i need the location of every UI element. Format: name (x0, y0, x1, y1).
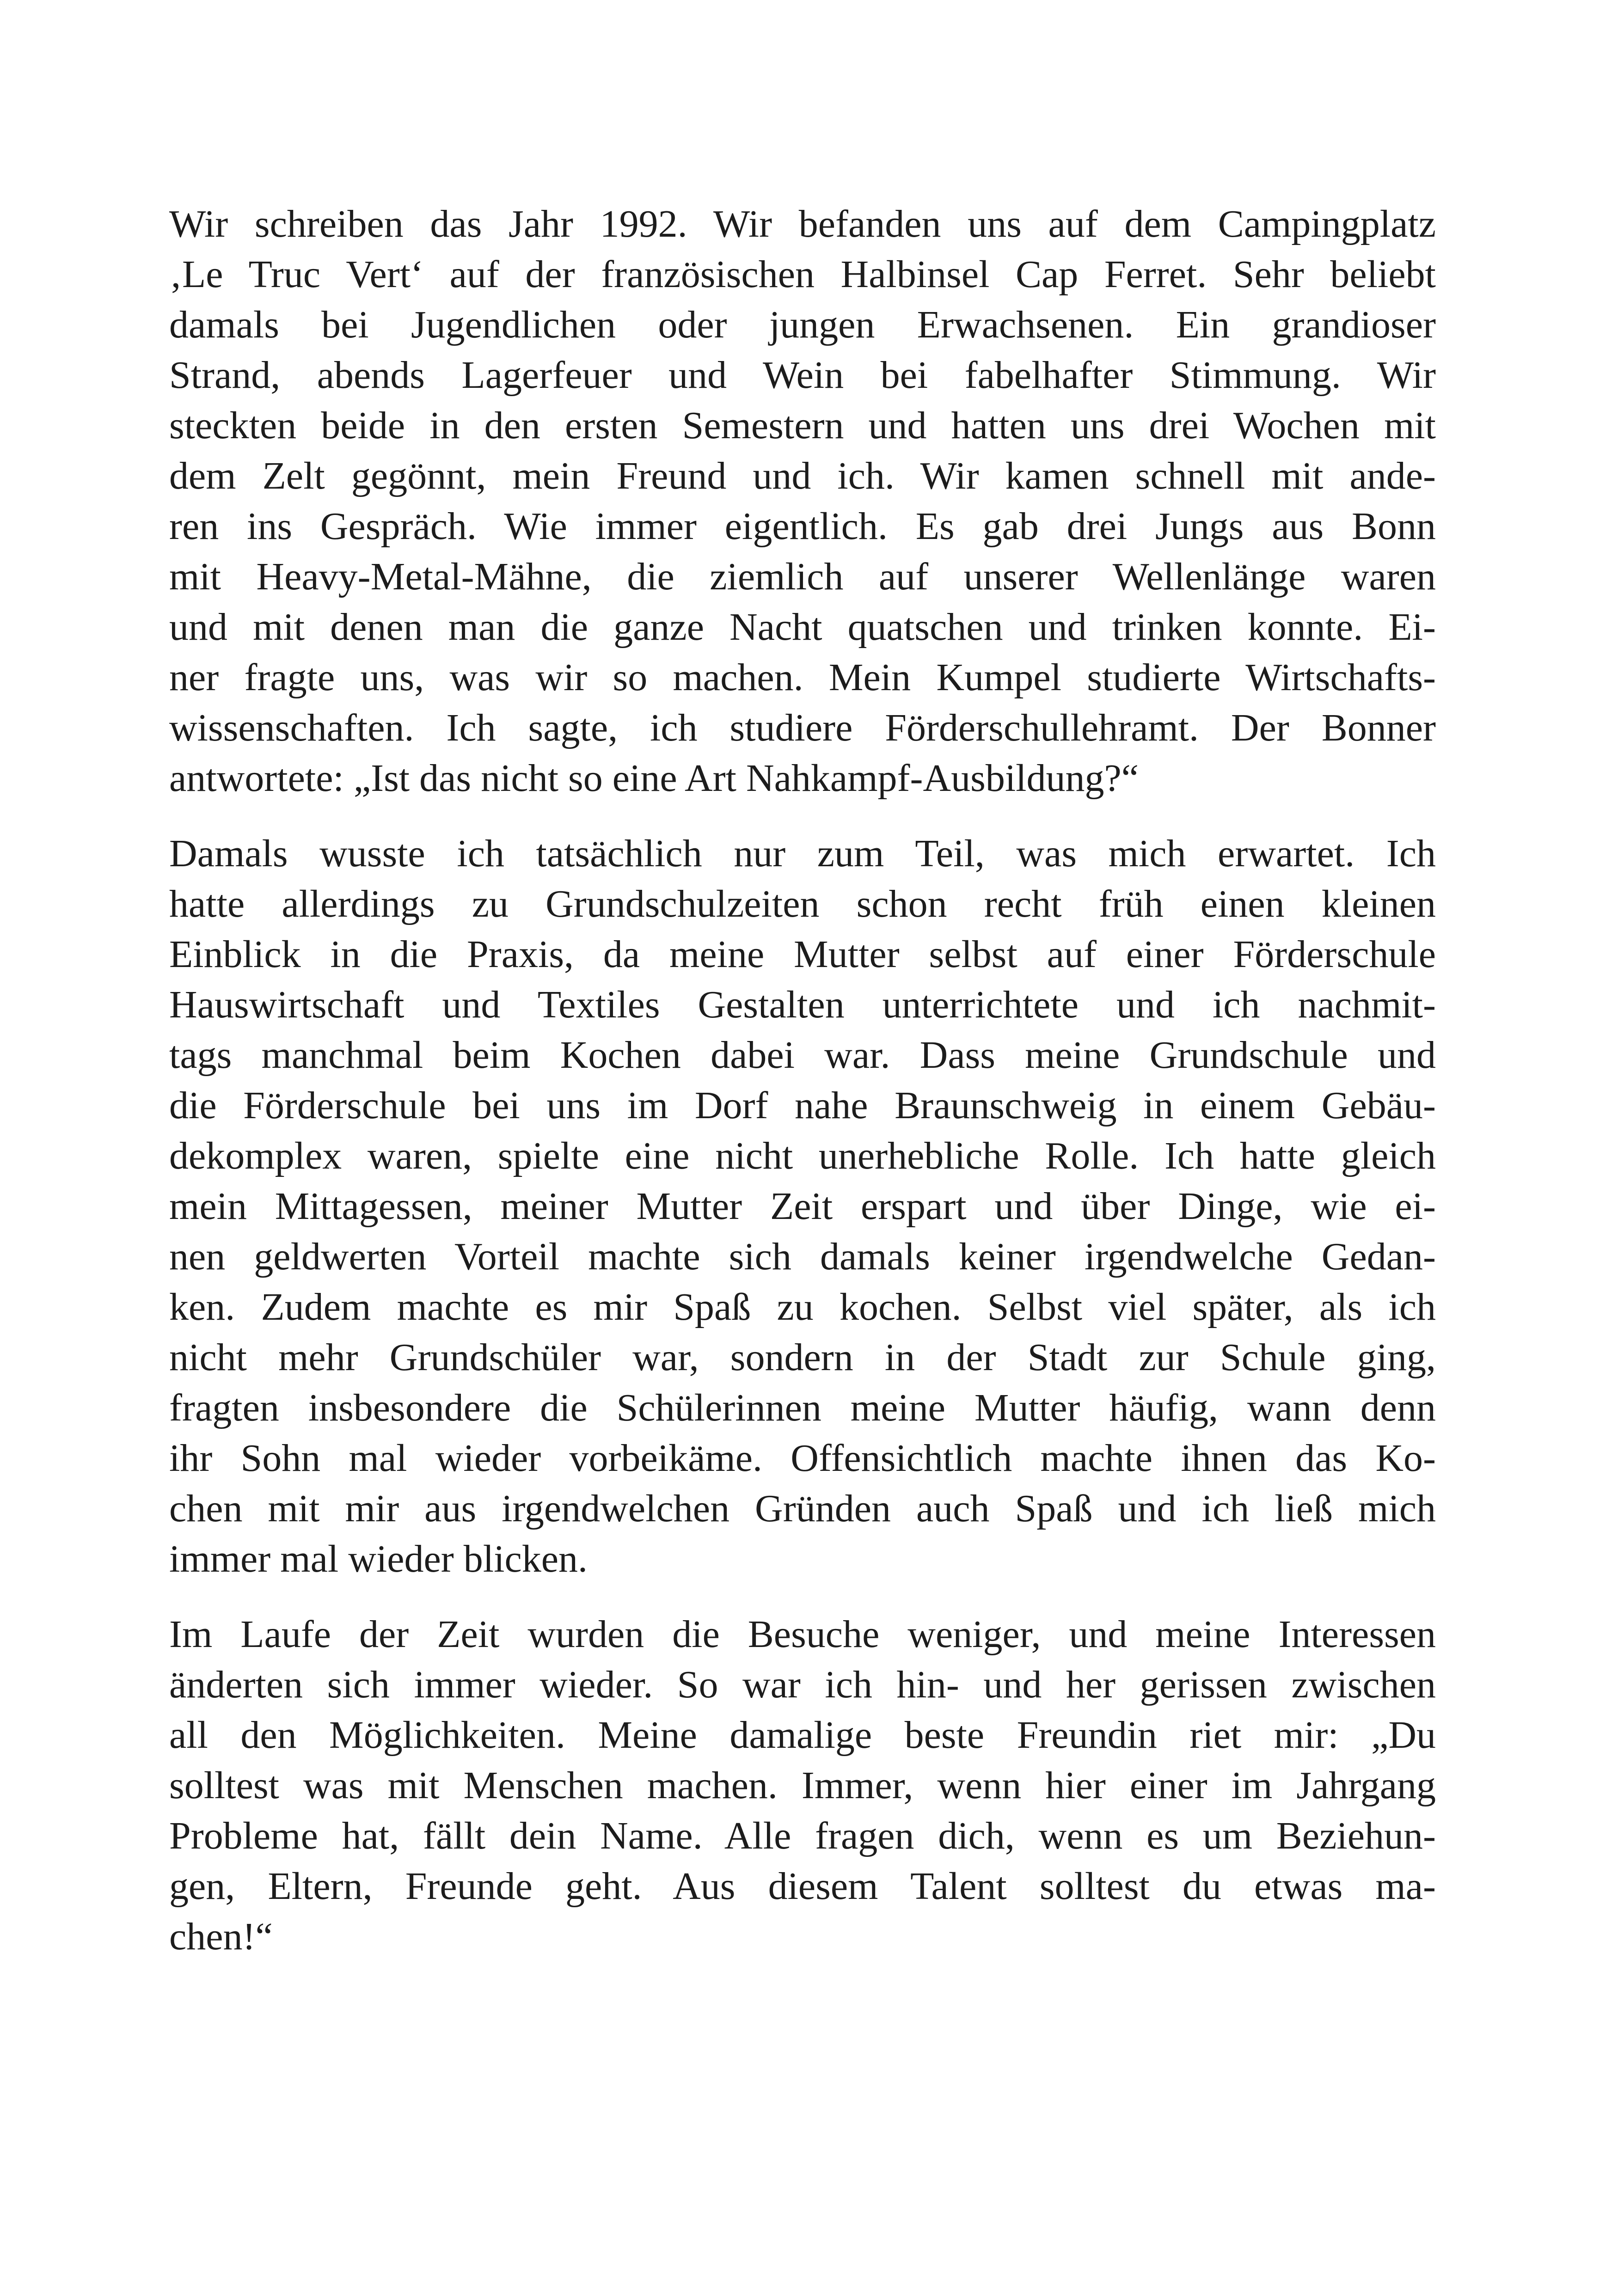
text-line: Hauswirtschaft und Textiles Gestalten unterrichtete und ich nachmit- (169, 983, 1436, 1026)
text-line: nicht mehr Grundschüler war, sondern in der Stadt zur Schule ging, (169, 1336, 1436, 1379)
text-line: chen!“ (169, 1915, 273, 1958)
text-line: dem Zelt gegönnt, mein Freund und ich. Wir kamen schnell mit ande- (169, 454, 1436, 497)
text-line: solltest was mit Menschen machen. Immer, wenn hier einer im Jahrgang (169, 1764, 1436, 1807)
paragraph-3 (169, 1609, 1436, 1962)
text-line: all den Möglichkeiten. Meine damalige beste Freundin riet mir: „Du (169, 1714, 1436, 1757)
text-line: ken. Zudem machte es mir Spaß zu kochen. Selbst viel später, als ich (169, 1286, 1436, 1329)
text-line: ihr Sohn mal wieder vorbeikäme. Offensichtlich machte ihnen das Ko- (169, 1437, 1436, 1480)
text-line: Einblick in die Praxis, da meine Mutter selbst auf einer Förderschule (169, 933, 1436, 976)
text-line: fragten insbesondere die Schülerinnen meine Mutter häufig, wann denn (169, 1386, 1436, 1429)
text-line: immer mal wieder blicken. (169, 1537, 588, 1580)
paragraph-1 (169, 199, 1436, 803)
text-line: damals bei Jugendlichen oder jungen Erwachsenen. Ein grandioser (169, 303, 1436, 346)
text-line: Im Laufe der Zeit wurden die Besuche weniger, und meine Interessen (169, 1613, 1436, 1656)
text-line: wissenschaften. Ich sagte, ich studiere Förderschullehramt. Der Bonner (169, 706, 1436, 749)
text-line: steckten beide in den ersten Semestern und hatten uns drei Wochen mit (169, 404, 1436, 447)
text-line: Strand, abends Lagerfeuer und Wein bei fabelhafter Stimmung. Wir (169, 354, 1436, 397)
text-line: und mit denen man die ganze Nacht quatschen und trinken konnte. Ei- (169, 606, 1436, 649)
text-line: tags manchmal beim Kochen dabei war. Dass meine Grundschule und (169, 1034, 1436, 1077)
text-line: Probleme hat, fällt dein Name. Alle fragen dich, wenn es um Beziehun- (169, 1814, 1436, 1857)
text-line: chen mit mir aus irgendwelchen Gründen auch Spaß und ich ließ mich (169, 1487, 1436, 1530)
text-line: dekomplex waren, spielte eine nicht unerhebliche Rolle. Ich hatte gleich (169, 1134, 1436, 1177)
text-line: ren ins Gespräch. Wie immer eigentlich. Es gab drei Jungs aus Bonn (169, 505, 1436, 548)
text-line: nen geldwerten Vorteil machte sich damals keiner irgendwelche Gedan- (169, 1235, 1436, 1278)
text-line: gen, Eltern, Freunde geht. Aus diesem Talent solltest du etwas ma- (169, 1865, 1436, 1908)
text-line: änderten sich immer wieder. So war ich hin- und her gerissen zwischen (169, 1663, 1436, 1706)
text-line: Wir schreiben das Jahr 1992. Wir befanden uns auf dem Campingplatz (169, 202, 1436, 245)
text-line: die Förderschule bei uns im Dorf nahe Braunschweig in einem Gebäu- (169, 1084, 1436, 1127)
text-line: Damals wusste ich tatsächlich nur zum Teil, was mich erwartet. Ich (169, 832, 1436, 875)
text-line: hatte allerdings zu Grundschulzeiten schon recht früh einen kleinen (169, 882, 1436, 925)
text-line: mit Heavy-Metal-Mähne, die ziemlich auf unserer Wellenlänge waren (169, 555, 1436, 598)
text-line: antwortete: „Ist das nicht so eine Art Nahkampf-Ausbildung?“ (169, 757, 1139, 800)
paragraph-2 (169, 828, 1436, 1584)
text-line: ‚Le Truc Vert‘ auf der französischen Halbinsel Cap Ferret. Sehr beliebt (169, 253, 1436, 296)
text-line: mein Mittagessen, meiner Mutter Zeit erspart und über Dinge, wie ei- (169, 1185, 1436, 1228)
body-text (169, 199, 1436, 1987)
text-line: ner fragte uns, was wir so machen. Mein Kumpel studierte Wirtschafts- (169, 656, 1436, 699)
